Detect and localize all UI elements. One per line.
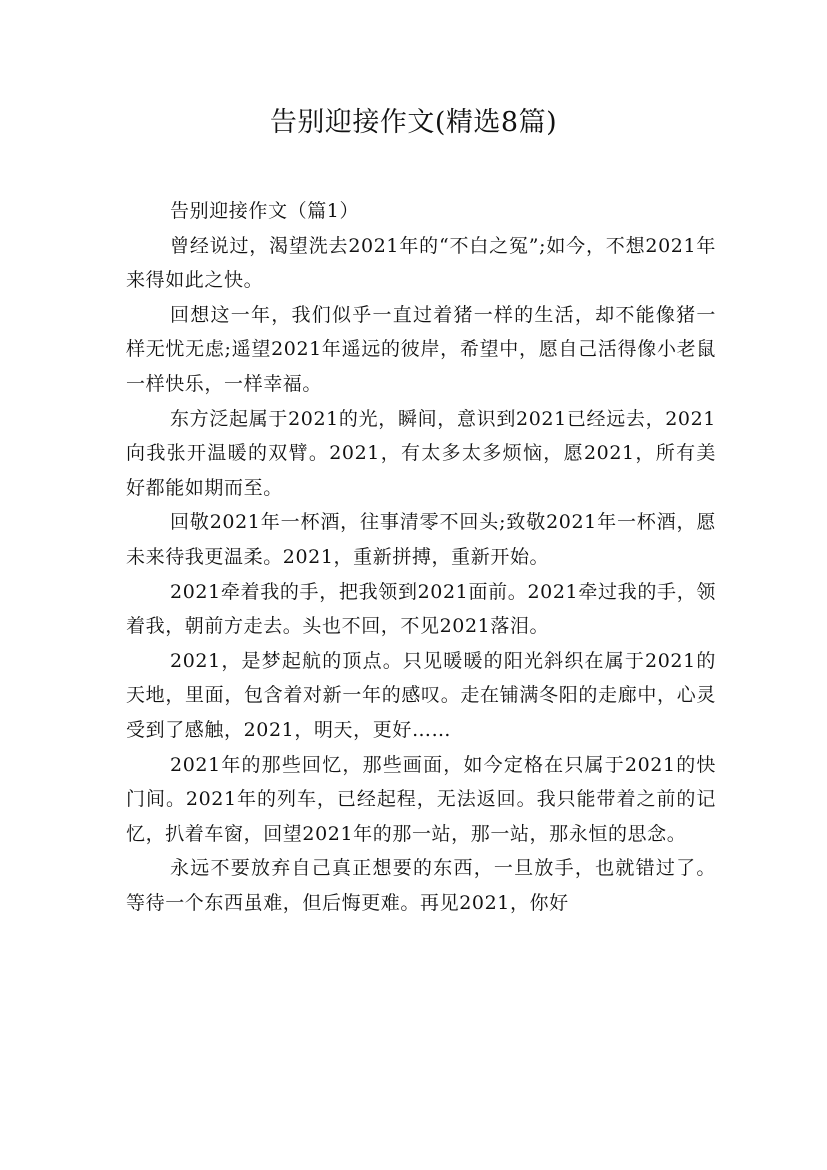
paragraph: 曾经说过，渴望洗去2021年的“不白之冤”;如今，不想2021年来得如此之快。 — [126, 234, 716, 292]
section-heading: 告别迎接作文（篇1） — [170, 200, 360, 222]
paragraph: 2021牵着我的手，把我领到2021面前。2021牵过我的手，领着我，朝前方走去。头也不回，不见2021落泪。 — [126, 580, 716, 638]
paragraph: 2021年的那些回忆，那些画面，如今定格在只属于2021的快门间。2021年的列车，已经起程，无法返回。我只能带着之前的记忆，扒着车窗，回望2021年的那一站，那一站，那永恒的思念。 — [126, 753, 716, 845]
paragraph: 2021，是梦起航的顶点。只见暖暖的阳光斜织在属于2021的天地，里面，包含着对新一年的感叹。走在铺满冬阳的走廊中，心灵受到了感触，2021，明天，更好…… — [126, 649, 716, 741]
paragraph: 回想这一年，我们似乎一直过着猪一样的生活，却不能像猪一样无忧无虑;遥望2021年遥远的彼岸，希望中，愿自己活得像小老鼠一样快乐，一样幸福。 — [126, 303, 716, 395]
paragraph: 永远不要放弃自己真正想要的东西，一旦放手，也就错过了。等待一个东西虽难，但后悔更难。再见2021，你好 — [126, 857, 716, 914]
document-body — [126, 194, 716, 920]
paragraph: 回敬2021年一杯酒，往事清零不回头;致敬2021年一杯酒，愿未来待我更温柔。2021，重新拼搏，重新开始。 — [126, 511, 716, 568]
document-title: 告别迎接作文(精选8篇) — [269, 107, 558, 138]
paragraph: 东方泛起属于2021的光，瞬间，意识到2021已经远去，2021向我张开温暖的双臂。2021，有太多太多烦恼，愿2021，所有美好都能如期而至。 — [126, 407, 716, 499]
